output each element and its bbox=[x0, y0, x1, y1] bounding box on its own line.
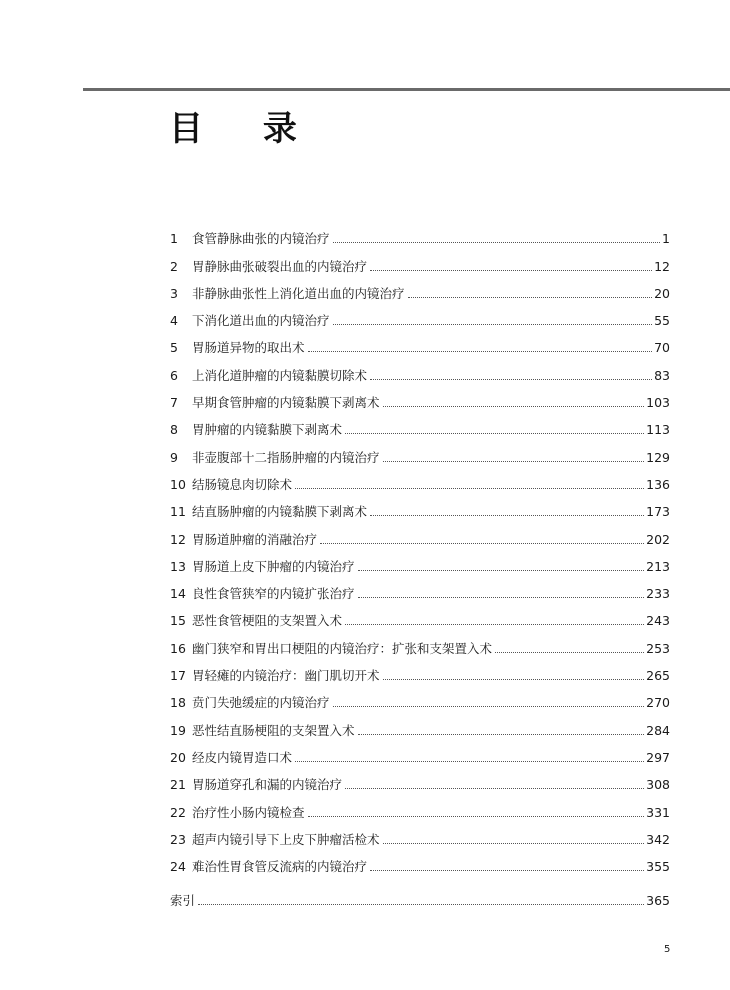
toc-entry-title: 贲门失弛缓症的内镜治疗 bbox=[192, 695, 330, 711]
toc-leader-dots bbox=[408, 296, 653, 298]
toc-entry[interactable] bbox=[170, 766, 670, 793]
toc-entry-title: 胃轻瘫的内镜治疗：幽门肌切开术 bbox=[192, 668, 380, 684]
toc-entry-title: 结直肠肿瘤的内镜黏膜下剥离术 bbox=[192, 504, 368, 520]
toc-leader-dots bbox=[370, 269, 652, 271]
toc-entry-page: 331 bbox=[646, 804, 670, 820]
toc-leader-dots bbox=[345, 432, 644, 434]
toc-leader-dots bbox=[198, 903, 644, 905]
toc-entry-page: 202 bbox=[646, 531, 670, 547]
toc-entry-title: 胃肠道穿孔和漏的内镜治疗 bbox=[192, 777, 343, 793]
toc-entry-title: 治疗性小肠内镜检查 bbox=[192, 804, 305, 820]
toc-entry-number: 2 bbox=[170, 258, 178, 274]
toc-leader-dots bbox=[333, 241, 661, 243]
toc-entry-number: 12 bbox=[170, 531, 186, 547]
toc-entry[interactable] bbox=[170, 821, 670, 848]
toc-entry-title: 胃肿瘤的内镜黏膜下剥离术 bbox=[192, 422, 343, 438]
toc-entry-number: 1 bbox=[170, 231, 178, 247]
toc-entry-title: 胃肠道异物的取出术 bbox=[192, 340, 305, 356]
toc-leader-dots bbox=[495, 651, 644, 653]
toc-entry-page: 1 bbox=[662, 231, 670, 247]
toc-entry[interactable] bbox=[170, 411, 670, 438]
toc-entry[interactable] bbox=[170, 275, 670, 302]
toc-entry-number: 5 bbox=[170, 340, 178, 356]
page-number: 5 bbox=[664, 944, 671, 955]
toc-entry-number: 6 bbox=[170, 367, 178, 383]
toc-leader-dots bbox=[320, 542, 644, 544]
toc-entry-number: 4 bbox=[170, 313, 178, 329]
toc-entry-page: 129 bbox=[646, 449, 670, 465]
toc-entry-page: 213 bbox=[646, 558, 670, 574]
toc-entry[interactable] bbox=[170, 793, 670, 820]
table-of-contents bbox=[170, 220, 670, 875]
toc-entry[interactable] bbox=[170, 302, 670, 329]
toc-entry-page: 297 bbox=[646, 749, 670, 765]
toc-entry-title: 早期食管肿瘤的内镜黏膜下剥离术 bbox=[192, 395, 380, 411]
toc-entry-number: 10 bbox=[170, 476, 186, 492]
toc-entry-number: 22 bbox=[170, 804, 186, 820]
toc-entry-page: 233 bbox=[646, 586, 670, 602]
toc-leader-dots bbox=[358, 733, 645, 735]
toc-leader-dots bbox=[333, 323, 653, 325]
toc-entry-number: 8 bbox=[170, 422, 178, 438]
toc-entry-page: 253 bbox=[646, 640, 670, 656]
toc-entry-number: 13 bbox=[170, 558, 186, 574]
toc-entry[interactable] bbox=[170, 548, 670, 575]
toc-entry-title: 良性食管狭窄的内镜扩张治疗 bbox=[192, 586, 355, 602]
toc-entry-title: 非壶腹部十二指肠肿瘤的内镜治疗 bbox=[192, 449, 380, 465]
toc-leader-dots bbox=[370, 514, 644, 516]
toc-entry-page: 70 bbox=[654, 340, 670, 356]
toc-entry-page: 12 bbox=[654, 258, 670, 274]
toc-entry-page: 270 bbox=[646, 695, 670, 711]
toc-leader-dots bbox=[370, 378, 652, 380]
page-title: 目 录 bbox=[169, 109, 321, 149]
toc-leader-dots bbox=[358, 596, 645, 598]
toc-entry[interactable] bbox=[170, 466, 670, 493]
toc-entry-page: 342 bbox=[646, 831, 670, 847]
toc-entry-page: 136 bbox=[646, 476, 670, 492]
toc-entry-page: 284 bbox=[646, 722, 670, 738]
toc-entry-number: 19 bbox=[170, 722, 186, 738]
toc-entry-number: 23 bbox=[170, 831, 186, 847]
toc-entry[interactable] bbox=[170, 329, 670, 356]
toc-index-entry[interactable] bbox=[170, 893, 670, 909]
toc-entry-number: 14 bbox=[170, 586, 186, 602]
toc-entry-title: 经皮内镜胃造口术 bbox=[192, 749, 293, 765]
toc-entry[interactable] bbox=[170, 848, 670, 875]
toc-entry-title: 下消化道出血的内镜治疗 bbox=[192, 313, 330, 329]
toc-leader-dots bbox=[370, 869, 644, 871]
toc-entry-page: 243 bbox=[646, 613, 670, 629]
toc-entry-number: 16 bbox=[170, 640, 186, 656]
toc-leader-dots bbox=[333, 705, 645, 707]
toc-leader-dots bbox=[358, 569, 645, 571]
toc-entry[interactable] bbox=[170, 384, 670, 411]
toc-entry-number: 18 bbox=[170, 695, 186, 711]
top-rule bbox=[83, 88, 730, 91]
toc-entry-title: 恶性结直肠梗阻的支架置入术 bbox=[192, 722, 355, 738]
toc-entry-number: 11 bbox=[170, 504, 186, 520]
toc-entry-page: 20 bbox=[654, 285, 670, 301]
toc-entry-page: 113 bbox=[646, 422, 670, 438]
toc-entry-title: 胃静脉曲张破裂出血的内镜治疗 bbox=[192, 258, 368, 274]
toc-entry-number: 9 bbox=[170, 449, 178, 465]
toc-entry-page: 355 bbox=[646, 859, 670, 875]
toc-entry[interactable] bbox=[170, 493, 670, 520]
toc-leader-dots bbox=[345, 623, 644, 625]
toc-entry-title: 幽门狭窄和胃出口梗阻的内镜治疗：扩张和支架置入术 bbox=[192, 640, 493, 656]
toc-leader-dots bbox=[345, 787, 644, 789]
toc-entry[interactable] bbox=[170, 438, 670, 465]
toc-entry-title: 上消化道肿瘤的内镜黏膜切除术 bbox=[192, 367, 368, 383]
toc-entry-page: 265 bbox=[646, 668, 670, 684]
toc-entry-number: 21 bbox=[170, 777, 186, 793]
toc-entry-page: 173 bbox=[646, 504, 670, 520]
toc-index-page: 365 bbox=[646, 893, 670, 908]
toc-entry[interactable] bbox=[170, 220, 670, 247]
toc-entry[interactable] bbox=[170, 684, 670, 711]
toc-entry-number: 24 bbox=[170, 859, 186, 875]
toc-entry-page: 55 bbox=[654, 313, 670, 329]
toc-entry-title: 非静脉曲张性上消化道出血的内镜治疗 bbox=[192, 285, 405, 301]
toc-entry[interactable] bbox=[170, 575, 670, 602]
toc-entry-number: 17 bbox=[170, 668, 186, 684]
toc-leader-dots bbox=[295, 760, 644, 762]
toc-entry[interactable] bbox=[170, 602, 670, 629]
toc-leader-dots bbox=[308, 815, 645, 817]
toc-entry-page: 103 bbox=[646, 395, 670, 411]
toc-entry[interactable] bbox=[170, 711, 670, 738]
toc-leader-dots bbox=[383, 842, 645, 844]
toc-entry-page: 83 bbox=[654, 367, 670, 383]
toc-entry-title: 结肠镜息肉切除术 bbox=[192, 476, 293, 492]
toc-entry-number: 20 bbox=[170, 749, 186, 765]
toc-entry-title: 恶性食管梗阻的支架置入术 bbox=[192, 613, 343, 629]
toc-entry-title: 胃肠道上皮下肿瘤的内镜治疗 bbox=[192, 558, 355, 574]
toc-entry[interactable] bbox=[170, 739, 670, 766]
toc-leader-dots bbox=[383, 678, 645, 680]
toc-entry-title: 超声内镜引导下上皮下肿瘤活检术 bbox=[192, 831, 380, 847]
toc-leader-dots bbox=[295, 487, 644, 489]
toc-entry[interactable] bbox=[170, 657, 670, 684]
toc-leader-dots bbox=[308, 350, 653, 352]
toc-entry-title: 食管静脉曲张的内镜治疗 bbox=[192, 231, 330, 247]
toc-index-title: 索引 bbox=[170, 893, 196, 908]
toc-leader-dots bbox=[383, 460, 645, 462]
toc-entry-title: 胃肠道肿瘤的消融治疗 bbox=[192, 531, 318, 547]
toc-entry[interactable] bbox=[170, 247, 670, 274]
toc-entry-title: 难治性胃食管反流病的内镜治疗 bbox=[192, 859, 368, 875]
toc-entry[interactable] bbox=[170, 520, 670, 547]
toc-entry[interactable] bbox=[170, 356, 670, 383]
toc-entry[interactable] bbox=[170, 629, 670, 656]
toc-entry-number: 15 bbox=[170, 613, 186, 629]
toc-entry-page: 308 bbox=[646, 777, 670, 793]
toc-entry-number: 7 bbox=[170, 395, 178, 411]
toc-entry-number: 3 bbox=[170, 285, 178, 301]
toc-leader-dots bbox=[383, 405, 645, 407]
